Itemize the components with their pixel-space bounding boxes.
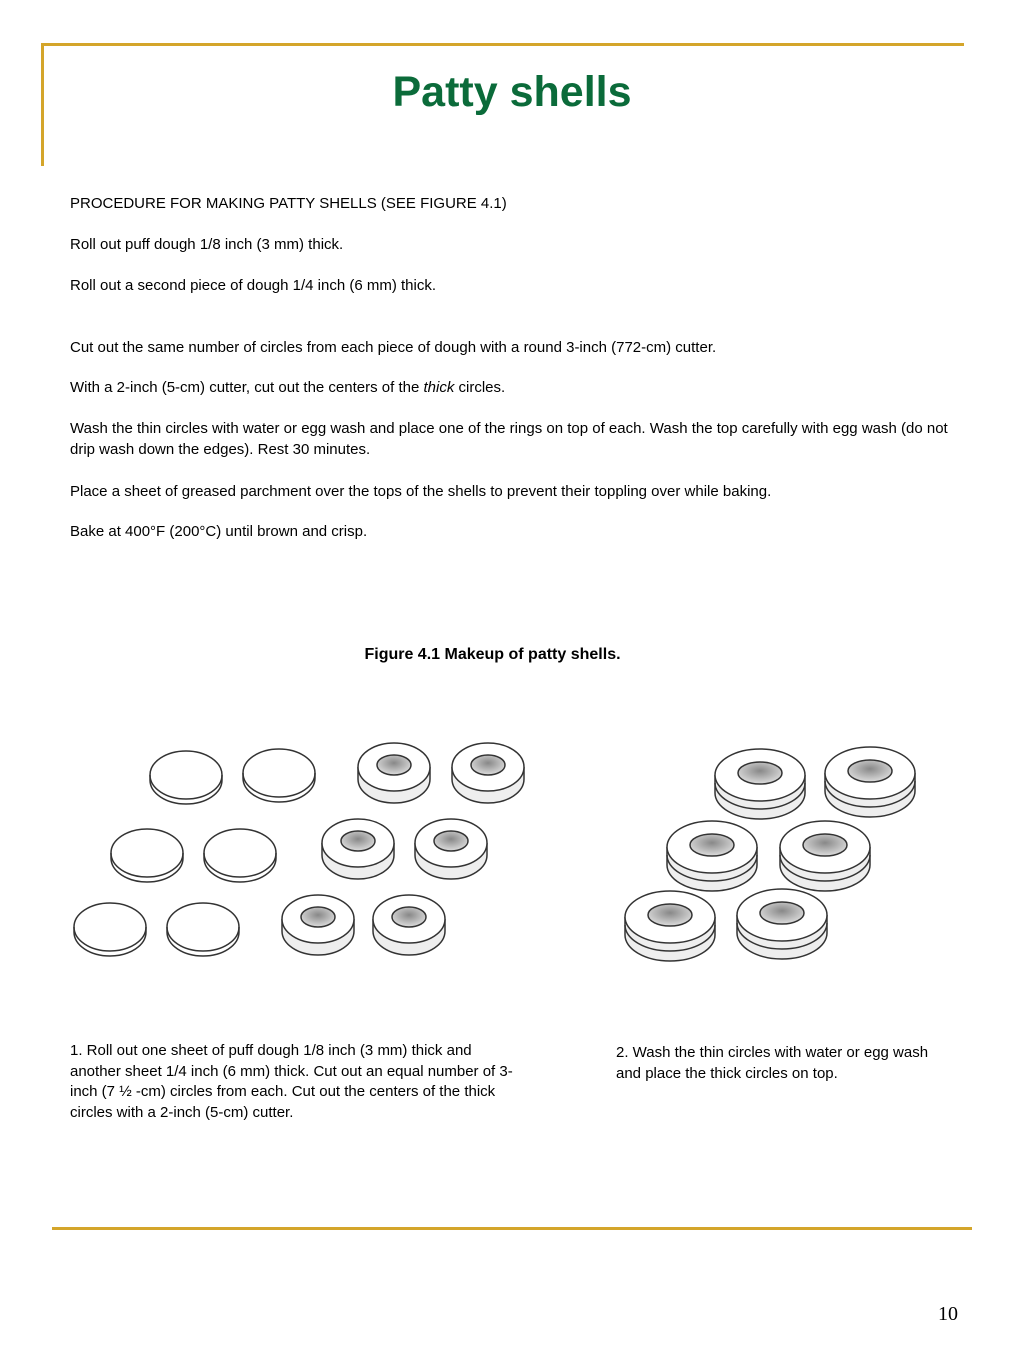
figure-caption-step-2: 2. Wash the thin circles with water or egg wash and place the thick circles on top. bbox=[616, 1044, 929, 1082]
thick-rings bbox=[282, 743, 524, 955]
illustration-assembled-shells bbox=[615, 735, 935, 970]
thin-disc bbox=[74, 903, 146, 956]
thick-ring bbox=[358, 743, 430, 803]
procedure-step-4-emphasis: thick bbox=[423, 379, 455, 396]
thin-disc bbox=[204, 829, 276, 882]
thick-ring bbox=[322, 819, 394, 879]
procedure-step-3: Cut out the same number of circles from each piece of dough with a round 3-inch (772-cm) cutter. bbox=[70, 339, 717, 356]
figure-caption: Figure 4.1 Makeup of patty shells. bbox=[364, 646, 621, 663]
procedure-step-4-text-b: circles. bbox=[454, 379, 506, 396]
procedure-step-2: Roll out a second piece of dough 1/4 inch (6 mm) thick. bbox=[70, 277, 437, 294]
assembled-shell bbox=[825, 747, 915, 817]
assembled-shell bbox=[737, 889, 827, 959]
thick-ring bbox=[282, 895, 354, 955]
thin-disc bbox=[111, 829, 183, 882]
thin-discs bbox=[74, 749, 315, 956]
illustration-cut-circles bbox=[60, 725, 540, 975]
procedure-step-1: Roll out puff dough 1/8 inch (3 mm) thick. bbox=[70, 236, 344, 253]
procedure-step-5: Wash the thin circles with water or egg wash and place one of the rings on top of each. Wash the top carefully with egg wash (do not drip wash down the edges). Rest 30 minutes. bbox=[70, 420, 948, 458]
assembled-shell bbox=[667, 821, 757, 891]
procedure-step-6: Place a sheet of greased parchment over the tops of the shells to prevent their toppling over while baking. bbox=[70, 483, 772, 500]
procedure-heading: PROCEDURE FOR MAKING PATTY SHELLS (SEE FIGURE 4.1) bbox=[70, 195, 507, 212]
procedure-step-4-text-a: With a 2-inch (5-cm) cutter, cut out the centers of the bbox=[70, 379, 424, 396]
thin-disc bbox=[167, 903, 239, 956]
procedure-step-4 bbox=[70, 377, 950, 398]
assembled-shell bbox=[780, 821, 870, 891]
page-title: Patty shells bbox=[392, 68, 632, 116]
header-rule-top bbox=[42, 43, 964, 46]
thick-ring bbox=[373, 895, 445, 955]
thin-disc bbox=[150, 751, 222, 804]
page-number: 10 bbox=[938, 1303, 958, 1325]
footer-rule bbox=[52, 1227, 972, 1230]
assembled-shell bbox=[625, 891, 715, 961]
figure-caption-step-1: 1. Roll out one sheet of puff dough 1/8 inch (3 mm) thick and another sheet 1/4 inch (6 mm) thick. Cut out an equal number of 3-inch (7 ½ -cm) circles from each. Cut out the centers of the thick circles with a 2-inch (5-cm) cutter. bbox=[70, 1042, 513, 1121]
thin-disc bbox=[243, 749, 315, 802]
thick-ring bbox=[452, 743, 524, 803]
assembled-shell bbox=[715, 749, 805, 819]
procedure-step-7: Bake at 400°F (200°C) until brown and crisp. bbox=[70, 523, 368, 540]
thick-ring bbox=[415, 819, 487, 879]
